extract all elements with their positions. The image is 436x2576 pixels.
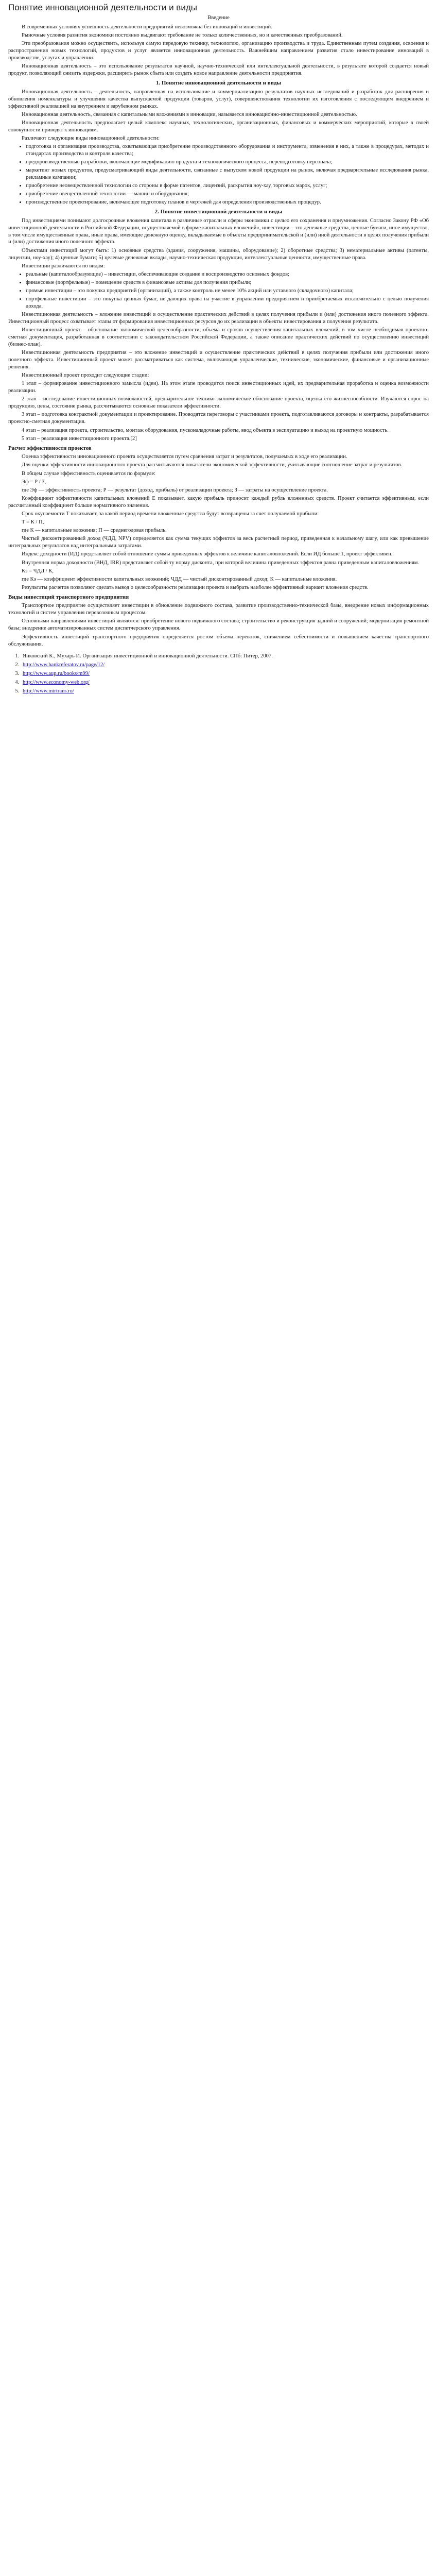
paragraph: Транспортное предприятие осуществляет инвестиции в обновление подвижного состава, развитие производственно-технической базы, внедрение новых информационных технологий и систем управления перевозочным процессом. xyxy=(8,603,429,616)
list-item: • подготовка и организация производства, охватывающая приобретение производственного оборудования и инструмента, изменения в них, а также в процедурах, методах и стандартах производства и контроля качества; xyxy=(26,143,429,158)
paragraph: Результаты расчетов позволяют сделать вывод о целесообразности реализации проекта и выбрать наиболее эффективный вариант вложения средств. xyxy=(22,584,369,590)
paragraph: Внутренняя норма доходности (ВНД, IRR) представляет собой ту норму дисконта, при которой величина приведенных эффектов равна приведенным капиталовложениям. xyxy=(22,560,420,566)
list-item: • производственное проектирование, включающее подготовку планов и чертежей для определения производственных процедур. xyxy=(26,199,429,206)
reference-item xyxy=(21,688,429,695)
paragraph: Инвестиционная деятельность – вложение инвестиций и осуществление практических действий в целях получения прибыли и (или) достижения иного полезного эффекта. Инвестиционный процесс охватывает этапы от формирования инвестиционных ресурсов до их реализации в объекты инвестирования и получения результата. xyxy=(8,311,429,325)
paragraph: 1 этап – формирование инвестиционного замысла (идеи). На этом этапе проводится поиск инвестиционных идей, их предварительная проработка и оценка возможности реализации. xyxy=(8,381,429,394)
list-item: • реальные (капиталообразующие) – инвестиции, обеспечивающие создание и воспроизводство основных фондов; xyxy=(26,271,429,278)
section-heading: Расчет эффективности проектов xyxy=(8,445,92,451)
paragraph: 3 этап – подготовка контрактной документации и проектирование. Проводятся переговоры с участниками проекта, подготавливаются договоры и контракты, разрабатывается проектно-сметная документация. xyxy=(8,412,429,425)
reference-link[interactable]: http://www.economy-web.org/ xyxy=(23,680,90,686)
paragraph: Инновационная деятельность, связанная с капитальными вложениями в инновации, называется инновационно-инвестиционной деятельностью. xyxy=(22,111,357,117)
reference-link[interactable]: http://www.aup.ru/books/m99/ xyxy=(23,671,90,677)
paragraph: где Кэ — коэффициент эффективности капитальных вложений; ЧДД — чистый дисконтированный доход; К — капитальные вложения. xyxy=(22,576,337,582)
intro-section xyxy=(8,24,429,77)
list-item: • прямые инвестиции – это покупка предприятий (организаций), а также контроль не менее 10% акций или уставного (складочного) капитала; xyxy=(26,287,429,295)
references-list xyxy=(8,653,429,695)
section-heading: 1. Понятие инновационной деятельности и виды xyxy=(155,80,282,87)
reference-item xyxy=(21,653,429,660)
list-item: • приобретение овеществленной технологии — машин и оборудования; xyxy=(26,191,429,198)
paragraph: 5 этап – реализация инвестиционного проекта.[2] xyxy=(22,435,137,442)
intro-heading: Введение xyxy=(207,14,230,21)
reference-item xyxy=(21,662,429,669)
paragraph: Чистый дисконтированный доход (ЧДД, NPV) определяется как сумма текущих эффектов за весь расчетный период, приведенная к начальному шагу, или как превышение интегральных результатов над интегральными затратами. xyxy=(8,536,429,549)
section-heading: 2. Понятие инвестиционной деятельности и виды xyxy=(154,209,283,215)
list-item: • предпроизводственные разработки, включающие модификацию продукта и технологического процесса, переподготовку персонала; xyxy=(26,159,429,166)
reference-link[interactable]: http://www.bankreferatov.ru/page/12/ xyxy=(23,662,105,668)
paragraph: Инновационная деятельность – это использование результатов научной, научно-технической или интеллектуальной деятельности, в результате которой создается новый продукт, позволяющий снизить издержки, расширить рынок сбыта или создать новое направление деятельности предприятия. xyxy=(8,63,429,77)
paragraph: Инвестиционный проект проходит следующие стадии: xyxy=(22,372,149,379)
paragraph: Для оценки эффективности инновационного проекта рассчитываются показатели экономической эффективности, учитывающие соотношение затрат и результатов. xyxy=(22,462,403,468)
list-item: • портфельные инвестиции – это покупка ценных бумаг, не дающих права на участие в управлении предприятием и приобретаемых исключительно с целью получения дохода. xyxy=(26,296,429,310)
formula: Эф = Р / З, xyxy=(22,479,46,485)
reference-link[interactable]: http://www.mirtrans.ru/ xyxy=(23,688,74,694)
list-item: • приобретение неовеществленной технологии со стороны в форме патентов, лицензий, раскрытия ноу-хау, торговых марок, услуг; xyxy=(26,182,429,190)
reference-item xyxy=(21,679,429,686)
paragraph: В общем случае эффективность оценивается по формуле: xyxy=(22,470,156,477)
formula: Кэ = ЧДД / К, xyxy=(22,568,54,574)
paragraph: Основными направлениями инвестиций являются: приобретение нового подвижного состава; строительство и реконструкция зданий и сооружений; модернизация ремонтной базы; внедрение автоматизированных систем диспетчерского управления. xyxy=(8,618,429,632)
formula: Т = К / П, xyxy=(22,519,44,526)
paragraph: Инвестиционная деятельность предприятия – это вложение инвестиций и осуществление практических действий в целях получения прибыли или достижения иного полезного эффекта. Инвестиционный проект может рассматриваться как система, включающая управленческие, технические, экономические, финансовые и организационные решения. xyxy=(8,349,429,370)
reference-text: Янковский К., Мухарь И. Организация инвестиционной и инновационной деятельности. СПб: Питер, 2007. xyxy=(23,653,273,659)
section-heading: Виды инвестиций транспортного предприятия xyxy=(8,594,129,600)
paragraph: Эффективность инвестиций транспортного предприятия определяется ростом объема перевозок, снижением себестоимости и повышением качества транспортного обслуживания. xyxy=(8,634,429,647)
paragraph: Коэффициент эффективности капитальных вложений Е показывает, какую прибыль приносит каждый рубль вложенных средств. Проект считается эффективным, если рассчитанный коэффициент больше нормативного значения. xyxy=(8,495,429,509)
page-title: Понятие инновационной деятельности и виды xyxy=(8,3,197,12)
paragraph: Оценка эффективности инновационного проекта осуществляется путем сравнения затрат и результатов, получаемых в ходе его реализации. xyxy=(22,454,347,460)
section-investment xyxy=(8,217,429,443)
paragraph: Инвестиционный проект – обоснование экономической целесообразности, объема и сроков осуществления капитальных вложений, в том числе необходимая проектно-сметная документация, разработанная в соответствии с законодательством Российской Федерации, а также описание практических действий по осуществлению инвестиций (бизнес-план). xyxy=(8,327,429,347)
investment-types-list xyxy=(8,271,429,310)
list-item: • финансовые (портфельные) – помещение средств в финансовые активы для получения прибыли; xyxy=(26,279,429,286)
paragraph: где Эф — эффективность проекта; Р — результат (доход, прибыль) от реализации проекта; З — затраты на осуществление проекта. xyxy=(22,487,328,493)
section-transport xyxy=(8,602,429,648)
section-innovation xyxy=(8,89,429,206)
paragraph: Под инвестициями понимают долгосрочные вложения капитала в различные отрасли и сферы экономики с целью его сохранения и приумножения. Согласно Закону РФ «Об инвестиционной деятельности в Российской Федерации, осуществляемой в форме капитальных вложений», инвестиции – это денежные средства, ценные бумаги, иное имущество, в том числе имущественные права, иные права, имеющие денежную оценку, вкладываемые в объекты предпринимательской и (или) иной деятельности в целях получения прибыли и (или) достижения иного полезного эффекта. xyxy=(8,217,429,245)
paragraph: Инновационная деятельность предполагает целый комплекс научных, технологических, организационных, финансовых и коммерческих мероприятий, которые в своей совокупности приводят к инновациям. xyxy=(8,120,429,133)
paragraph: Эти преобразования можно осуществить, используя самую передовую технику, технологию, организацию производства и труда. Единственным путем создания, освоения и распространения новых технологий, продуктов и услуг является инновационная деятельность. Важнейшим направлением развития стало инвестирование инноваций в производстве, услугах и управлении. xyxy=(8,41,429,61)
paragraph: 4 этап – реализация проекта, строительство, монтаж оборудования, пусконаладочные работы, ввод объекта в эксплуатацию и выход на проектную мощность. xyxy=(22,427,389,433)
reference-item xyxy=(21,670,429,677)
paragraph: Различают следующие виды инновационной деятельности: xyxy=(22,135,160,142)
paragraph: В современных условиях успешность деятельности предприятий невозможна без инноваций и инвестиций. xyxy=(22,24,272,30)
paragraph: Инвестиции различаются по видам: xyxy=(22,263,105,269)
paragraph: Индекс доходности (ИД) представляет собой отношение суммы приведенных эффектов к величине капиталовложений. Если ИД больше 1, проект эффективен. xyxy=(22,551,393,557)
paragraph: Объектами инвестиций могут быть: 1) основные средства (здания, сооружения, машины, оборудование); 2) оборотные средства; 3) нематериальные активы (патенты, лицензии, ноу-хау); 4) ценные бумаги; 5) целевые денежные вклады, научно-техническая продукция, интеллектуальные ценности, имущественные права. xyxy=(8,247,429,261)
section-efficiency xyxy=(8,453,429,591)
innovation-types-list xyxy=(8,143,429,206)
paragraph: 2 этап – исследование инвестиционных возможностей, предварительное технико-экономическое обоснование проекта, оценка его жизнеспособности. Изучаются спрос на продукцию, цены, состояние рынка, рассчитываются основные показатели эффективности. xyxy=(8,396,429,410)
list-item: • маркетинг новых продуктов, предусматривающий виды деятельности, связанные с выпуском новой продукции на рынок, включая предварительные исследования рынка, рекламные кампании; xyxy=(26,167,429,181)
paragraph: где К — капитальные вложения; П — среднегодовая прибыль. xyxy=(22,528,167,534)
paragraph: Инновационная деятельность – деятельность, направленная на использование и коммерциализацию результатов научных исследований и разработок для расширения и обновления номенклатуры и улучшения качества выпускаемой продукции (товаров, услуг), совершенствования технологии их изготовления с последующим внедрением и эффективной реализацией на внутреннем и зарубежном рынках. xyxy=(8,89,429,109)
paragraph: Срок окупаемости Т показывает, за какой период времени вложенные средства будут возвращены за счет получаемой прибыли: xyxy=(22,511,319,517)
paragraph: Рыночные условия развития экономики постоянно выдвигают требование не только количественных, но и качественных преобразований. xyxy=(22,32,343,39)
